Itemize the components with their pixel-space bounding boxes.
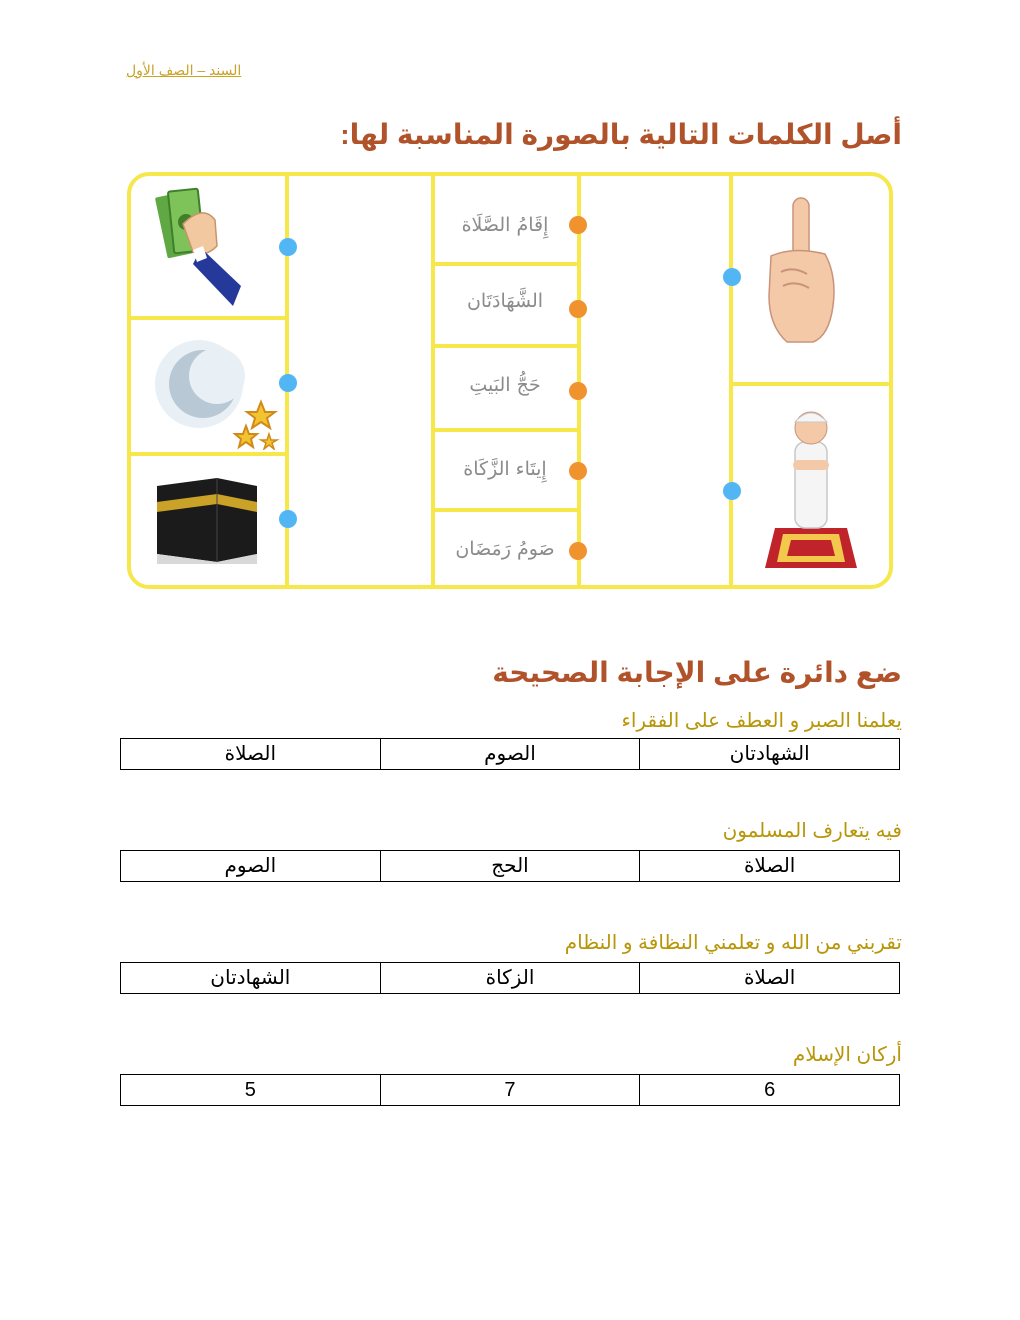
row-divider [729, 382, 893, 386]
answer-option[interactable]: الصلاة [639, 851, 899, 881]
answer-row-3 [120, 962, 900, 994]
answer-option[interactable]: 7 [380, 1075, 640, 1105]
answer-option[interactable]: 6 [639, 1075, 899, 1105]
row-divider [131, 316, 287, 320]
match-dot-finger[interactable] [723, 268, 741, 286]
question-2: فيه يتعارف المسلمون [722, 820, 902, 842]
finger-picture [763, 196, 839, 351]
answer-option[interactable]: 5 [244, 1079, 256, 1101]
match-dot-praying[interactable] [723, 482, 741, 500]
match-word-hajj: حَجُّ البَيتِ [469, 374, 541, 396]
question-3: تقربني من الله و تعلمني النظافة و النظام [564, 932, 902, 954]
match-dot-hajj[interactable] [569, 382, 587, 400]
match-dot-shahada[interactable] [569, 300, 587, 318]
answer-option[interactable]: الصوم [224, 855, 277, 877]
praying-boy-picture [761, 402, 861, 577]
matching-board [127, 172, 893, 589]
match-word-shahada: الشَّهَادَتَان [466, 290, 544, 312]
match-dot-zakat[interactable] [569, 462, 587, 480]
match-word-sawm: صَومُ رَمَضَان [455, 538, 555, 560]
answer-option[interactable]: الحج [380, 851, 640, 881]
header-link[interactable]: السند – الصف الأول [126, 62, 242, 78]
row-divider [431, 262, 581, 266]
answer-option[interactable]: الشهادتان [210, 967, 291, 989]
answer-row-1 [120, 738, 900, 770]
praying-boy-icon [761, 402, 861, 572]
match-dot-kaaba[interactable] [279, 510, 297, 528]
row-divider [431, 428, 581, 432]
row-divider [431, 508, 581, 512]
answer-option[interactable]: الشهادتان [639, 739, 899, 769]
answer-row-4 [120, 1074, 900, 1106]
match-dot-crescent[interactable] [279, 374, 297, 392]
mcq-title: ضع دائرة على الإجابة الصحيحة [492, 657, 902, 688]
crescent-moon-icon [151, 330, 281, 450]
question-4: أركان الإسلام [792, 1044, 902, 1066]
answer-option[interactable]: الصلاة [639, 963, 899, 993]
row-divider [431, 344, 581, 348]
answer-option[interactable]: الزكاة [380, 963, 640, 993]
matching-title: أصل الكلمات التالية بالصورة المناسبة لها: [340, 119, 902, 150]
match-dot-money[interactable] [279, 238, 297, 256]
answer-option[interactable]: الصوم [380, 739, 640, 769]
column-divider [577, 176, 581, 585]
match-dot-salah[interactable] [569, 216, 587, 234]
kaaba-picture [157, 472, 257, 569]
money-hand-icon [153, 184, 253, 308]
match-dot-sawm[interactable] [569, 542, 587, 560]
kaaba-icon [157, 472, 257, 564]
answer-option[interactable]: الصلاة [224, 743, 277, 765]
money-hand-picture [153, 184, 253, 313]
column-divider [729, 176, 733, 585]
crescent-picture [151, 330, 281, 455]
question-1: يعلمنا الصبر و العطف على الفقراء [621, 710, 902, 732]
answer-row-2 [120, 850, 900, 882]
raised-finger-icon [763, 196, 839, 346]
match-word-salah: إِقَامُ الصَّلَاة [461, 214, 549, 236]
match-word-zakat: إِيتَاء الزَّكَاة [463, 458, 547, 480]
